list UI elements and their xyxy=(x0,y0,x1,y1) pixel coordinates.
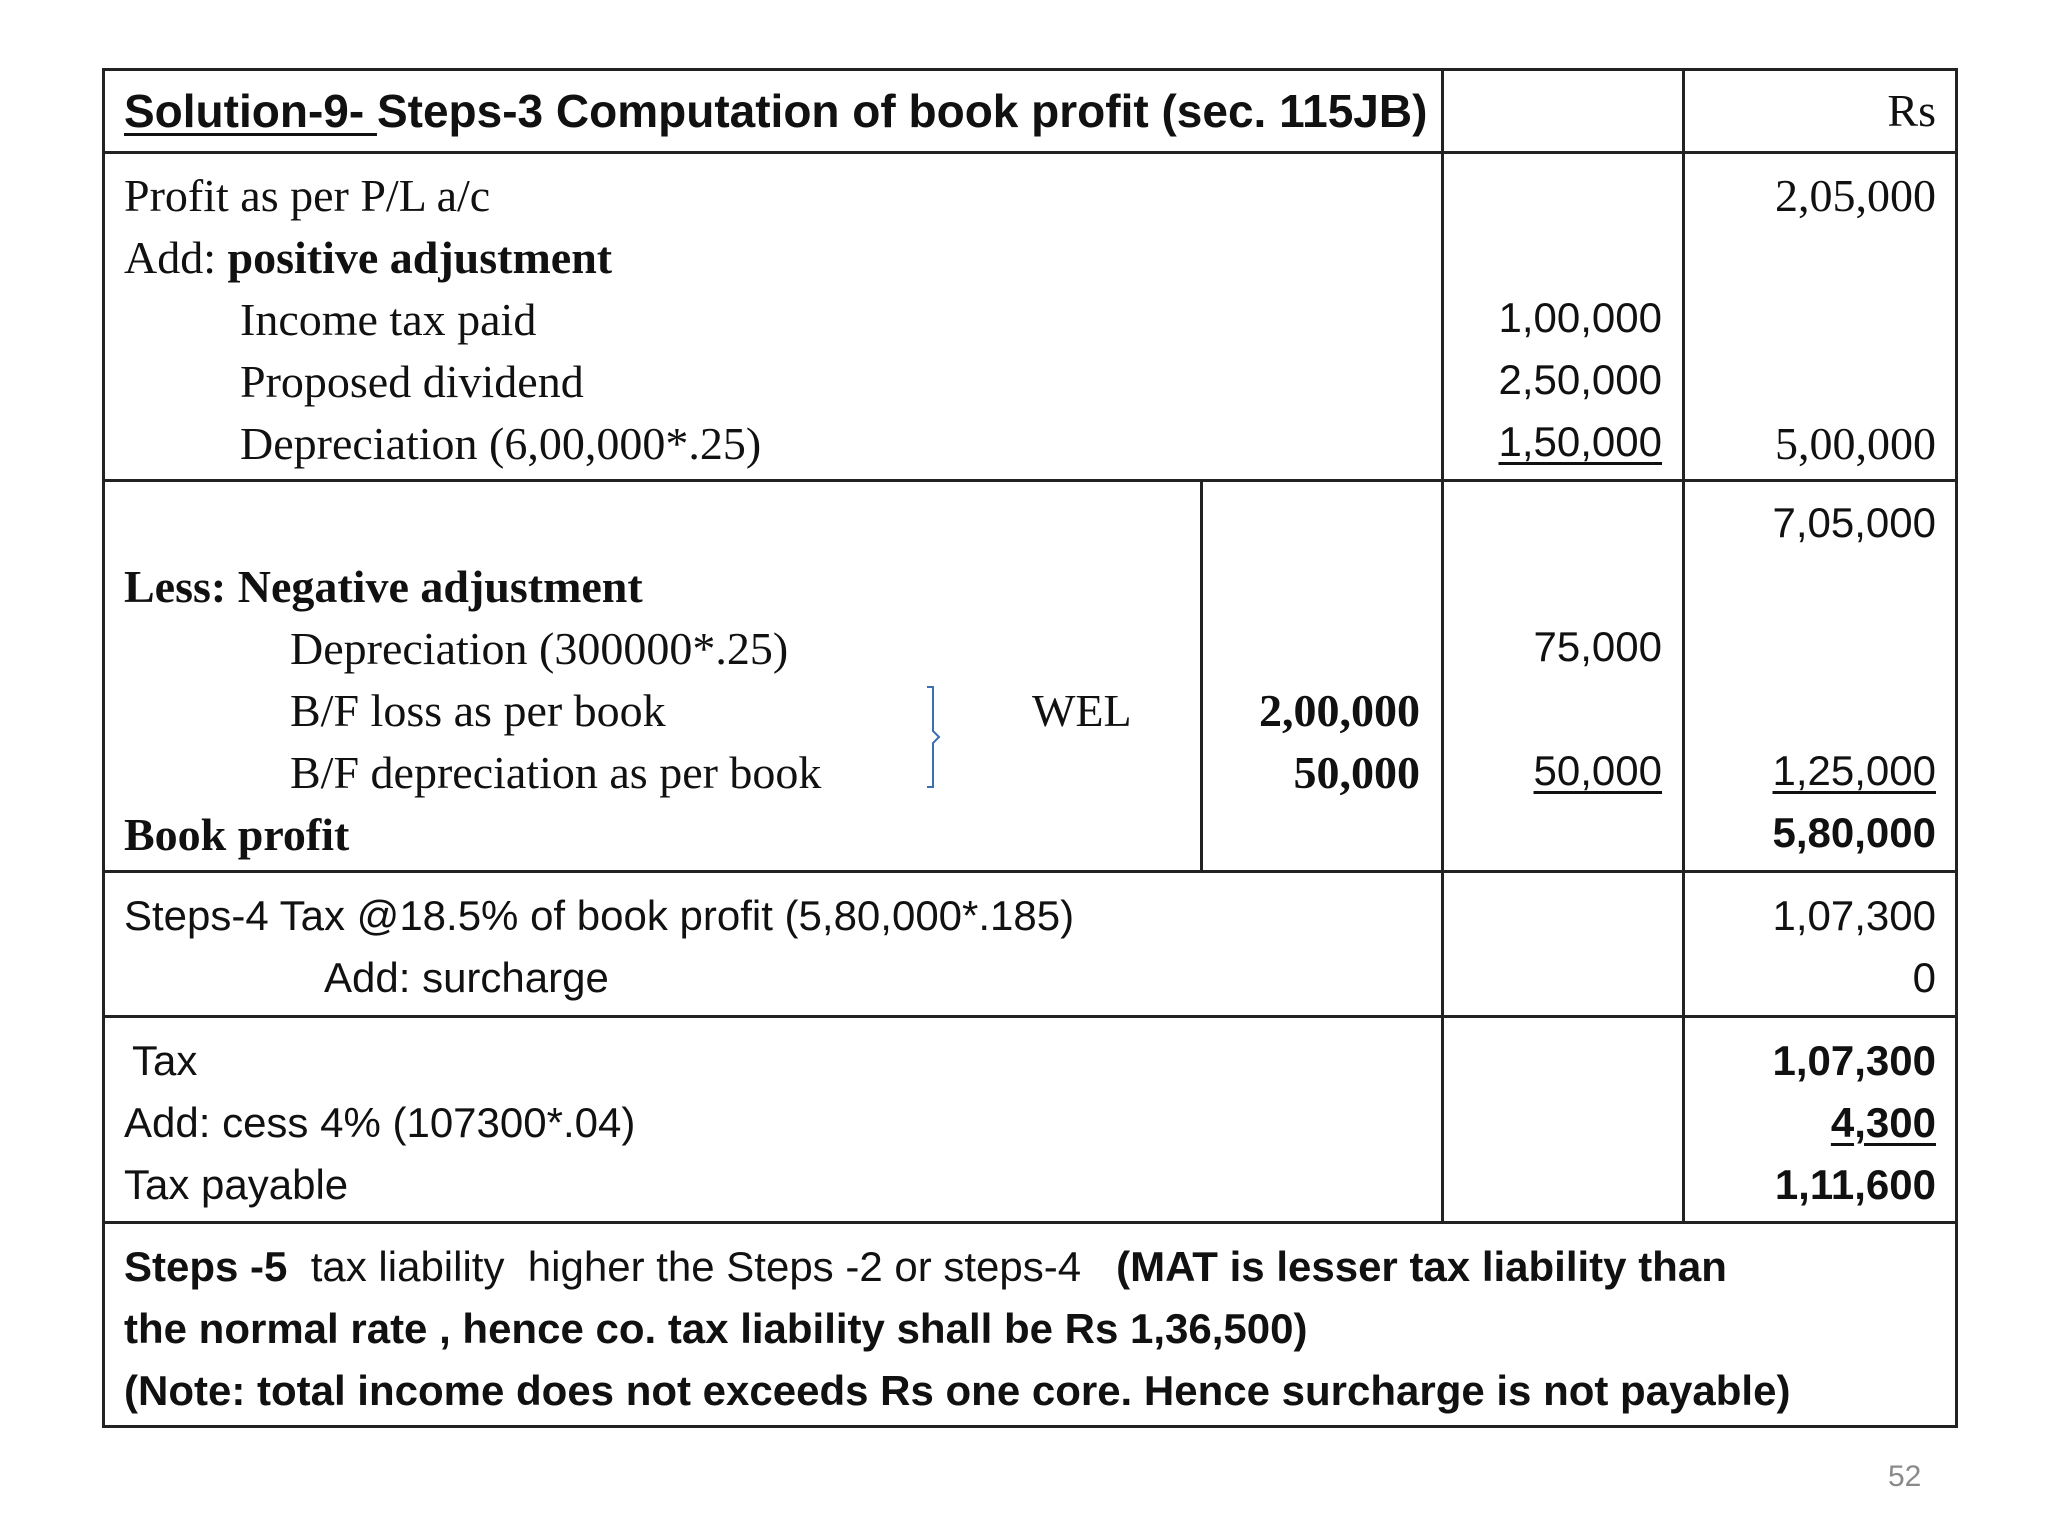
negative-depreciation-amount: 75,000 xyxy=(1533,623,1662,670)
row-divider xyxy=(102,151,1958,154)
profit-label: Profit as per P/L a/c xyxy=(124,170,491,221)
table-title xyxy=(124,85,1428,137)
title-prefix: Solution-9- xyxy=(124,85,377,137)
proposed-dividend-amount: 2,50,000 xyxy=(1498,356,1662,403)
negative-total: 1,25,000 xyxy=(1772,747,1936,794)
step4-tax-label: Steps-4 Tax @18.5% of book profit (5,80,000*.185) xyxy=(124,892,1075,939)
profit-value: 2,05,000 xyxy=(1775,170,1936,221)
book-profit-label: Book profit xyxy=(124,809,350,860)
bf-depreciation-amount: 50,000 xyxy=(1533,747,1662,794)
title-rest: Steps-3 Computation of book profit (sec. 115JB) xyxy=(376,85,1428,137)
surcharge-value: 0 xyxy=(1912,954,1936,1001)
step5-prefix: Steps -5 xyxy=(124,1243,288,1290)
tax-payable-label: Tax payable xyxy=(124,1161,349,1208)
positive-adjustment-label: positive adjustment xyxy=(227,232,613,283)
cess-value: 4,300 xyxy=(1830,1099,1936,1146)
step5-note: (Note: total income does not exceeds Rs one core. Hence surcharge is not payable) xyxy=(124,1367,1791,1414)
positive-total: 5,00,000 xyxy=(1775,418,1936,469)
column-divider xyxy=(1200,479,1203,871)
tax-value: 1,07,300 xyxy=(1772,1037,1936,1084)
negative-adjustment-heading: Less: Negative adjustment xyxy=(124,561,643,612)
bf-depreciation-label: B/F depreciation as per book xyxy=(290,747,822,798)
bracket-icon xyxy=(925,685,941,789)
step5-line2: the normal rate , hence co. tax liability shall be Rs 1,36,500) xyxy=(124,1305,1308,1352)
column-divider xyxy=(1682,68,1685,1222)
add-prefix: Add: xyxy=(124,232,228,283)
table-border-top xyxy=(102,68,1958,71)
step5-line1 xyxy=(124,1243,1727,1290)
depreciation-amount: 1,50,000 xyxy=(1498,418,1662,465)
row-divider xyxy=(102,870,1958,873)
running-total: 7,05,000 xyxy=(1772,499,1936,546)
row-divider xyxy=(102,1015,1958,1018)
wel-label: WEL xyxy=(1032,685,1132,736)
add-positive-heading xyxy=(124,232,613,283)
tax-payable-value: 1,11,600 xyxy=(1774,1161,1936,1208)
income-tax-amount: 1,00,000 xyxy=(1498,294,1662,341)
bf-depreciation-value: 50,000 xyxy=(1293,747,1420,798)
income-tax-label: Income tax paid xyxy=(240,294,537,345)
page-number: 52 xyxy=(1888,1460,1922,1493)
step5-bold-text: (MAT is lesser tax liability than xyxy=(1116,1243,1727,1290)
bf-loss-label: B/F loss as per book xyxy=(290,685,666,736)
table-border-right xyxy=(1955,68,1958,1428)
negative-depreciation-label: Depreciation (300000*.25) xyxy=(290,623,789,674)
cess-label: Add: cess 4% (107300*.04) xyxy=(124,1099,636,1146)
tax-label: Tax xyxy=(132,1037,198,1084)
table-border-left xyxy=(102,68,105,1428)
table-border-bottom xyxy=(102,1425,1958,1428)
depreciation-label: Depreciation (6,00,000*.25) xyxy=(240,418,762,469)
bf-loss-value: 2,00,000 xyxy=(1259,685,1420,736)
row-divider xyxy=(102,1221,1958,1224)
step4-tax-value: 1,07,300 xyxy=(1772,892,1936,939)
proposed-dividend-label: Proposed dividend xyxy=(240,356,584,407)
surcharge-label: Add: surcharge xyxy=(324,954,609,1001)
currency-label: Rs xyxy=(1887,85,1936,136)
row-divider xyxy=(102,479,1958,482)
step5-text: tax liability higher the Steps -2 or steps-4 xyxy=(287,1243,1117,1290)
book-profit-value: 5,80,000 xyxy=(1772,809,1936,856)
